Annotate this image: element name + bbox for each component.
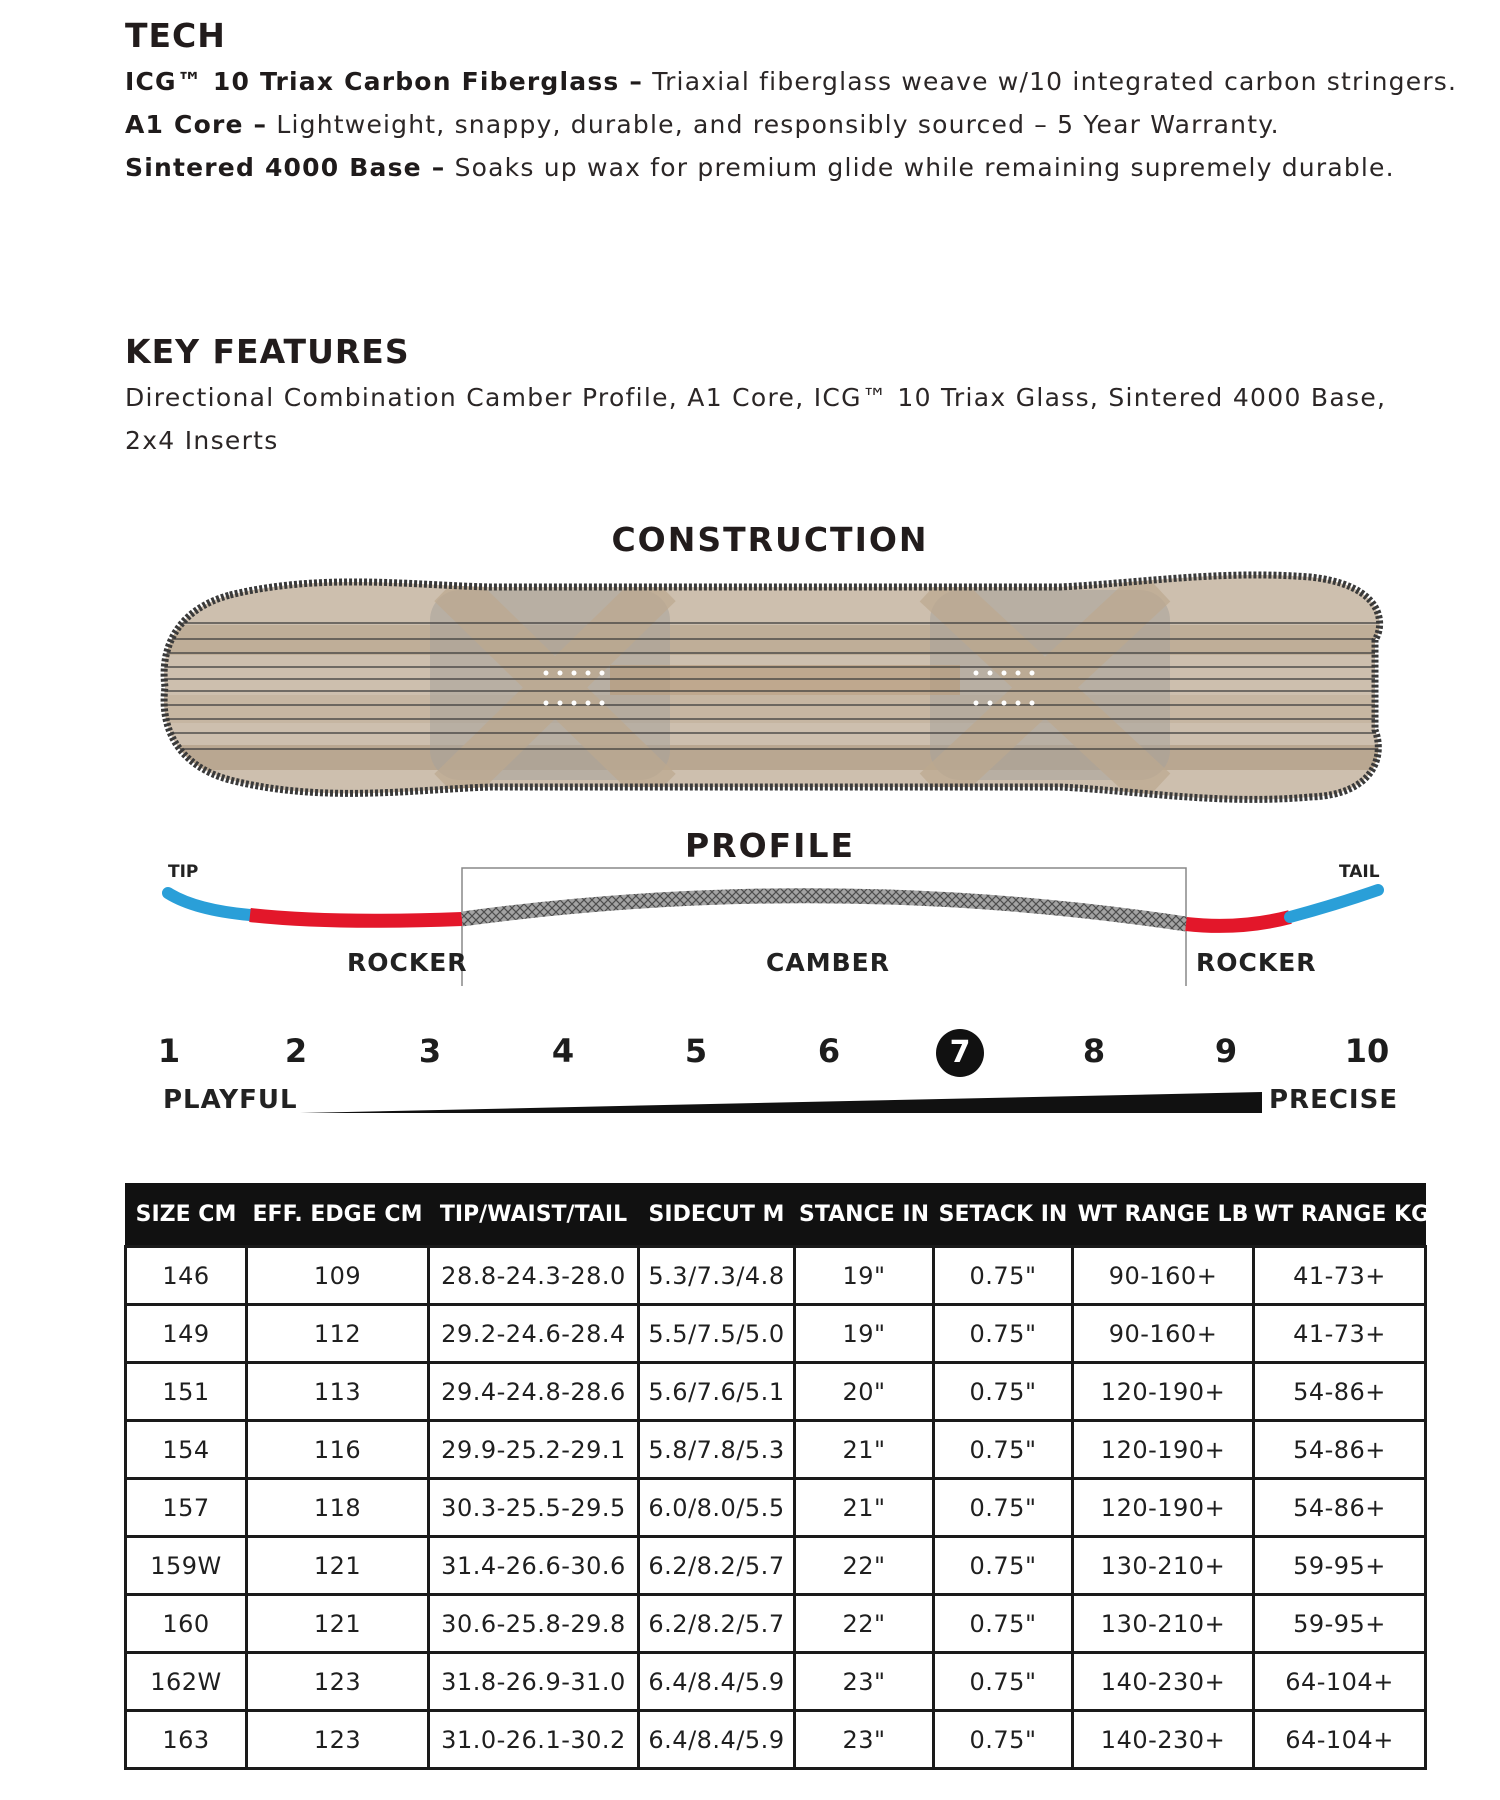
specs-header-cell: WT RANGE KG: [1254, 1183, 1426, 1247]
table-cell: 6.2/8.2/5.7: [639, 1595, 795, 1653]
table-cell: 5.5/7.5/5.0: [639, 1305, 795, 1363]
table-row: [126, 1595, 1426, 1653]
flex-number: 2: [284, 1032, 308, 1070]
snowboard-construction-illustration: [160, 565, 1385, 810]
table-cell: 64-104+: [1254, 1711, 1426, 1769]
table-row: [126, 1305, 1426, 1363]
table-cell: 19": [795, 1305, 934, 1363]
table-cell: 30.3-25.5-29.5: [429, 1479, 639, 1537]
tech-item-name: A1 Core –: [125, 110, 268, 139]
table-cell: 5.3/7.3/4.8: [639, 1247, 795, 1305]
table-cell: 19": [795, 1247, 934, 1305]
table-cell: 0.75": [934, 1653, 1073, 1711]
tech-item-desc: Triaxial fiberglass weave w/10 integrated carbon stringers.: [643, 67, 1458, 96]
table-cell: 149: [126, 1305, 247, 1363]
rocker-left-label: ROCKER: [347, 948, 468, 977]
table-cell: 162W: [126, 1653, 247, 1711]
table-cell: 130-210+: [1073, 1537, 1254, 1595]
table-cell: 41-73+: [1254, 1305, 1426, 1363]
tech-item-desc: Lightweight, snappy, durable, and responsibly sourced – 5 Year Warranty.: [267, 110, 1280, 139]
table-cell: 6.4/8.4/5.9: [639, 1711, 795, 1769]
table-cell: 90-160+: [1073, 1247, 1254, 1305]
table-cell: 120-190+: [1073, 1421, 1254, 1479]
table-row: [126, 1421, 1426, 1479]
table-row: [126, 1247, 1426, 1305]
table-cell: 5.6/7.6/5.1: [639, 1363, 795, 1421]
table-cell: 21": [795, 1479, 934, 1537]
tech-heading: TECH: [125, 16, 226, 55]
table-cell: 22": [795, 1595, 934, 1653]
profile-title: PROFILE: [684, 826, 856, 865]
table-row: [126, 1363, 1426, 1421]
table-cell: 30.6-25.8-29.8: [429, 1595, 639, 1653]
tip-label: TIP: [168, 862, 199, 882]
tech-item-core: [125, 110, 1280, 139]
table-cell: 0.75": [934, 1711, 1073, 1769]
specs-header-cell: STANCE IN: [795, 1183, 934, 1247]
tail-label: TAIL: [1339, 862, 1380, 882]
table-cell: 154: [126, 1421, 247, 1479]
table-cell: 59-95+: [1254, 1537, 1426, 1595]
table-cell: 54-86+: [1254, 1421, 1426, 1479]
key-features-heading: KEY FEATURES: [125, 332, 410, 371]
table-cell: 120-190+: [1073, 1479, 1254, 1537]
table-cell: 120-190+: [1073, 1363, 1254, 1421]
table-cell: 5.8/7.8/5.3: [639, 1421, 795, 1479]
flex-number: 10: [1344, 1032, 1390, 1070]
precise-label: PRECISE: [1269, 1085, 1399, 1115]
table-cell: 109: [247, 1247, 429, 1305]
table-cell: 20": [795, 1363, 934, 1421]
table-cell: 159W: [126, 1537, 247, 1595]
table-cell: 29.2-24.6-28.4: [429, 1305, 639, 1363]
table-cell: 0.75": [934, 1537, 1073, 1595]
table-cell: 160: [126, 1595, 247, 1653]
table-cell: 0.75": [934, 1247, 1073, 1305]
table-cell: 113: [247, 1363, 429, 1421]
profile-diagram: [160, 860, 1400, 1000]
table-cell: 6.0/8.0/5.5: [639, 1479, 795, 1537]
key-features-text: Directional Combination Camber Profile, A1 Core, ICG™ 10 Triax Glass, Sintered 4000 Base, 2x4 Inserts: [125, 383, 1387, 455]
table-cell: 54-86+: [1254, 1479, 1426, 1537]
table-cell: 41-73+: [1254, 1247, 1426, 1305]
specs-header-cell: WT RANGE LB: [1073, 1183, 1254, 1247]
table-cell: 118: [247, 1479, 429, 1537]
camber-label: CAMBER: [766, 948, 890, 977]
table-cell: 31.4-26.6-30.6: [429, 1537, 639, 1595]
table-cell: 6.2/8.2/5.7: [639, 1537, 795, 1595]
table-cell: 157: [126, 1479, 247, 1537]
table-cell: 23": [795, 1653, 934, 1711]
tech-item-name: ICG™ 10 Triax Carbon Fiberglass –: [125, 67, 644, 96]
tech-item-desc: Soaks up wax for premium glide while remaining supremely durable.: [445, 153, 1395, 182]
specs-header-cell: SIZE CM: [126, 1183, 247, 1247]
table-cell: 0.75": [934, 1363, 1073, 1421]
table-cell: 116: [247, 1421, 429, 1479]
table-cell: 31.0-26.1-30.2: [429, 1711, 639, 1769]
table-cell: 0.75": [934, 1305, 1073, 1363]
table-row: [126, 1653, 1426, 1711]
tech-item-triax: [125, 67, 1457, 96]
table-cell: 31.8-26.9-31.0: [429, 1653, 639, 1711]
table-cell: 163: [126, 1711, 247, 1769]
table-cell: 140-230+: [1073, 1711, 1254, 1769]
flex-number: 6: [817, 1032, 841, 1070]
table-cell: 90-160+: [1073, 1305, 1254, 1363]
table-cell: 54-86+: [1254, 1363, 1426, 1421]
table-cell: 22": [795, 1537, 934, 1595]
table-cell: 28.8-24.3-28.0: [429, 1247, 639, 1305]
flex-number: 3: [418, 1032, 442, 1070]
tech-item-name: Sintered 4000 Base –: [125, 153, 446, 182]
table-cell: 0.75": [934, 1595, 1073, 1653]
flex-wedge: [300, 1090, 1265, 1116]
specs-header-row: [126, 1183, 1426, 1247]
construction-title: CONSTRUCTION: [611, 520, 929, 559]
table-cell: 0.75": [934, 1421, 1073, 1479]
table-row: [126, 1537, 1426, 1595]
rocker-right-label: ROCKER: [1196, 948, 1317, 977]
table-cell: 64-104+: [1254, 1653, 1426, 1711]
playful-label: PLAYFUL: [163, 1085, 298, 1115]
flex-number: 9: [1214, 1032, 1238, 1070]
specs-table: [124, 1183, 1430, 1770]
flex-number: 1: [157, 1032, 181, 1070]
table-cell: 146: [126, 1247, 247, 1305]
table-cell: 121: [247, 1537, 429, 1595]
table-cell: 123: [247, 1653, 429, 1711]
flex-number: 8: [1082, 1032, 1106, 1070]
table-cell: 29.9-25.2-29.1: [429, 1421, 639, 1479]
table-cell: 130-210+: [1073, 1595, 1254, 1653]
table-cell: 59-95+: [1254, 1595, 1426, 1653]
tech-item-base: [125, 153, 1395, 182]
table-cell: 21": [795, 1421, 934, 1479]
table-cell: 0.75": [934, 1479, 1073, 1537]
specs-header-cell: SIDECUT M: [639, 1183, 795, 1247]
table-cell: 123: [247, 1711, 429, 1769]
table-cell: 29.4-24.8-28.6: [429, 1363, 639, 1421]
table-row: [126, 1479, 1426, 1537]
flex-number-selected: 7: [936, 1029, 984, 1077]
table-cell: 23": [795, 1711, 934, 1769]
specs-header-cell: TIP/WAIST/TAIL: [429, 1183, 639, 1247]
specs-header-cell: SETACK IN: [934, 1183, 1073, 1247]
specs-header-cell: EFF. EDGE CM: [247, 1183, 429, 1247]
table-row: [126, 1711, 1426, 1769]
table-cell: 6.4/8.4/5.9: [639, 1653, 795, 1711]
table-cell: 121: [247, 1595, 429, 1653]
table-cell: 112: [247, 1305, 429, 1363]
flex-number: 4: [551, 1032, 575, 1070]
table-cell: 151: [126, 1363, 247, 1421]
table-cell: 140-230+: [1073, 1653, 1254, 1711]
flex-number: 5: [684, 1032, 708, 1070]
